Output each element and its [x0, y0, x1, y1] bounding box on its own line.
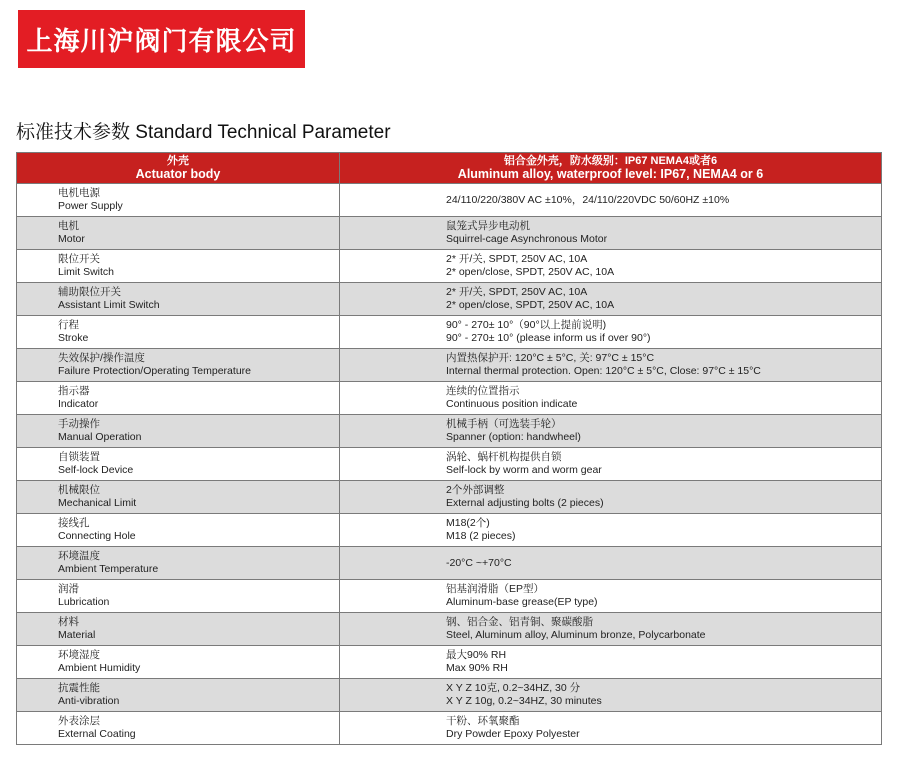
table-row: [17, 316, 882, 349]
param-name-cell: [17, 580, 340, 613]
param-value-primary: 2个外部调整: [446, 484, 505, 496]
header-left-cell: [17, 153, 340, 184]
param-value-cell: [340, 580, 882, 613]
param-value-secondary: Dry Powder Epoxy Polyester: [446, 728, 580, 740]
table-row: [17, 481, 882, 514]
param-name-en: Stroke: [58, 332, 89, 344]
param-name-en: Material: [58, 629, 96, 641]
param-value-cell: [340, 382, 882, 415]
param-value-secondary: 2* open/close, SPDT, 250V AC, 10A: [446, 266, 615, 278]
param-value-primary: 涡轮、蜗杆机构提供自锁: [446, 451, 562, 463]
param-name-en: Anti-vibration: [58, 695, 120, 707]
param-name-cn: 抗震性能: [58, 682, 100, 694]
param-name-cell: [17, 349, 340, 382]
table-row: [17, 514, 882, 547]
param-name-cn: 行程: [58, 319, 79, 331]
param-value-cell: [340, 184, 882, 217]
param-name-cell: [17, 547, 340, 580]
header-right-cell: [340, 153, 882, 184]
param-name-en: Lubrication: [58, 596, 110, 608]
param-value-primary: 2* 开/关, SPDT, 250V AC, 10A: [446, 253, 588, 265]
param-value-secondary: X Y Z 10g, 0.2~34HZ, 30 minutes: [446, 695, 602, 707]
param-value-secondary: Spanner (option: handwheel): [446, 431, 581, 443]
param-name-en: Indicator: [58, 398, 99, 410]
table-row: [17, 547, 882, 580]
param-name-cn: 辅助限位开关: [58, 286, 121, 298]
param-name-cn: 材料: [58, 616, 79, 628]
param-name-cell: [17, 514, 340, 547]
param-value-primary: 干粉、环氧聚酯: [446, 715, 520, 727]
table-row: [17, 448, 882, 481]
param-name-cn: 机械限位: [58, 484, 100, 496]
param-value-secondary: 90° - 270± 10° (please inform us if over 90°): [446, 332, 651, 344]
param-value-cell: [340, 613, 882, 646]
param-name-cell: [17, 415, 340, 448]
param-name-en: Failure Protection/Operating Temperature: [58, 365, 251, 377]
param-name-en: Mechanical Limit: [58, 497, 137, 509]
param-value-primary: 铝基润滑脂（EP型）: [446, 583, 545, 595]
param-name-cn: 环境温度: [58, 550, 100, 562]
table-row: [17, 349, 882, 382]
company-name: 上海川沪阀门有限公司: [26, 26, 297, 57]
param-value-cell: [340, 217, 882, 250]
param-name-cn: 环境湿度: [58, 649, 100, 661]
param-value-secondary: Steel, Aluminum alloy, Aluminum bronze, Polycarbonate: [446, 629, 706, 641]
table-row: [17, 580, 882, 613]
section-title: 标准技术参数 Standard Technical Parameter: [16, 122, 391, 143]
table-row: [17, 217, 882, 250]
param-name-cell: [17, 712, 340, 745]
param-value-cell: [340, 415, 882, 448]
param-value-cell: [340, 514, 882, 547]
table-row: [17, 679, 882, 712]
company-logo: [18, 10, 305, 68]
param-name-cell: [17, 316, 340, 349]
param-value-cell: [340, 646, 882, 679]
param-value-secondary: 2* open/close, SPDT, 250V AC, 10A: [446, 299, 615, 311]
table-row: [17, 712, 882, 745]
param-value-cell: [340, 316, 882, 349]
param-name-cn: 手动操作: [58, 418, 100, 430]
header-left-cn: 外壳: [167, 155, 189, 167]
param-value-secondary: Aluminum-base grease(EP type): [446, 596, 598, 608]
param-value-primary: 最大90% RH: [446, 649, 507, 661]
param-name-cell: [17, 250, 340, 283]
table-row: [17, 415, 882, 448]
param-name-cn: 接线孔: [58, 517, 90, 529]
param-value-secondary: Squirrel-cage Asynchronous Motor: [446, 233, 608, 245]
header-right-en: Aluminum alloy, waterproof level: IP67, NEMA4 or 6: [457, 167, 764, 181]
param-value-primary: 机械手柄（可选装手轮）: [446, 418, 562, 430]
table-row: [17, 613, 882, 646]
param-name-cell: [17, 646, 340, 679]
param-name-en: Ambient Temperature: [58, 563, 159, 575]
param-name-en: External Coating: [58, 728, 136, 740]
table-row: [17, 250, 882, 283]
param-value-secondary: Max 90% RH: [446, 662, 508, 674]
param-name-en: Motor: [58, 233, 85, 245]
param-value-secondary: External adjusting bolts (2 pieces): [446, 497, 604, 509]
param-value-primary: 鼠笼式异步电动机: [446, 220, 530, 232]
param-value-primary: 2* 开/关, SPDT, 250V AC, 10A: [446, 286, 588, 298]
param-value-primary: 内置热保护开: 120°C ± 5°C, 关: 97°C ± 15°C: [446, 352, 655, 364]
param-value-primary: 连续的位置指示: [446, 385, 520, 397]
param-name-cell: [17, 679, 340, 712]
param-value-secondary: M18 (2 pieces): [446, 530, 516, 542]
param-name-cn: 指示器: [58, 385, 90, 397]
param-name-en: Manual Operation: [58, 431, 142, 443]
param-name-en: Ambient Humidity: [58, 662, 141, 674]
param-name-cn: 润滑: [58, 583, 79, 595]
param-value-cell: [340, 349, 882, 382]
param-name-cn: 电机: [58, 220, 79, 232]
param-name-cell: [17, 382, 340, 415]
param-name-cn: 电机电源: [58, 187, 100, 199]
table-header-row: [17, 153, 882, 184]
param-value-cell: [340, 481, 882, 514]
header-right-cn: 铝合金外壳，防水级别：IP67 NEMA4或者6: [503, 155, 718, 167]
param-value-cell: [340, 283, 882, 316]
param-name-cn: 自锁装置: [58, 451, 100, 463]
param-name-en: Limit Switch: [58, 266, 115, 278]
table-row: [17, 646, 882, 679]
param-value-cell: [340, 250, 882, 283]
param-name-en: Power Supply: [58, 200, 123, 212]
table-row: [17, 382, 882, 415]
param-name-en: Assistant Limit Switch: [58, 299, 160, 311]
param-name-cn: 限位开关: [58, 253, 100, 265]
param-name-cn: 外表涂层: [58, 715, 100, 727]
param-name-cell: [17, 448, 340, 481]
param-value-primary: 90° - 270± 10°（90°以上提前说明): [446, 319, 607, 331]
param-value-primary: 24/110/220/380V AC ±10%，24/110/220VDC 50/60HZ ±10%: [446, 193, 730, 206]
table-row: [17, 184, 882, 217]
param-value-primary: -20°C ~+70°C: [446, 556, 512, 569]
param-value-cell: [340, 448, 882, 481]
param-value-primary: 钢、铝合金、铝青铜、聚碳酸脂: [446, 616, 593, 628]
param-value-cell: [340, 679, 882, 712]
param-value-primary: X Y Z 10克, 0.2~34HZ, 30 分: [446, 682, 581, 694]
param-name-cell: [17, 613, 340, 646]
header-left-en: Actuator body: [135, 167, 221, 181]
spec-table: [16, 152, 882, 745]
param-value-cell: [340, 712, 882, 745]
param-value-cell: [340, 547, 882, 580]
param-value-primary: M18(2个): [446, 517, 490, 529]
param-name-en: Connecting Hole: [58, 530, 136, 542]
param-name-cell: [17, 283, 340, 316]
param-name-cell: [17, 184, 340, 217]
param-value-secondary: Internal thermal protection. Open: 120°C ± 5°C, Close: 97°C ± 15°C: [446, 365, 761, 377]
table-row: [17, 283, 882, 316]
param-name-en: Self-lock Device: [58, 464, 134, 476]
param-name-cell: [17, 481, 340, 514]
param-name-cell: [17, 217, 340, 250]
param-value-secondary: Self-lock by worm and worm gear: [446, 464, 602, 476]
param-name-cn: 失效保护/操作温度: [58, 352, 145, 364]
param-value-secondary: Continuous position indicate: [446, 398, 578, 410]
